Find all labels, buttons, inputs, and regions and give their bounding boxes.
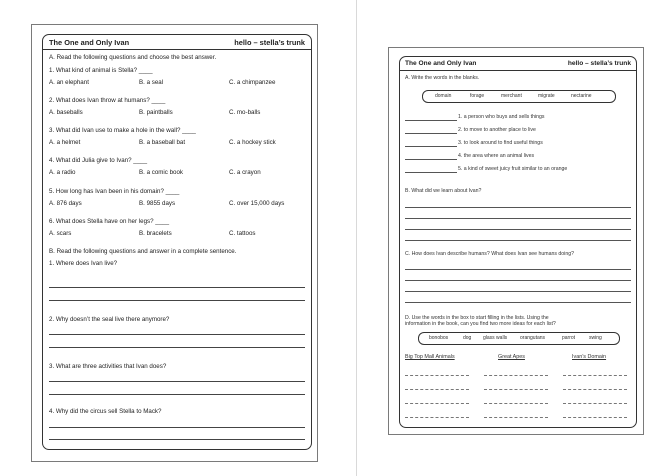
answer-line[interactable] [49, 381, 305, 382]
open-question: 3. What are three activities that Ivan does? [49, 363, 167, 370]
worksheet-title: The One and Only Ivan [49, 38, 130, 47]
definition: 2. to move to another place to live [458, 127, 536, 133]
open-question: 4. Why did the circus sell Stella to Mack? [49, 408, 162, 415]
word-box-item: dog [463, 335, 472, 341]
mc-question: 2. What does Ivan throw at humans? ____ [49, 97, 166, 104]
mc-option[interactable]: C. tattoos [229, 230, 256, 237]
header-right [405, 60, 631, 70]
definition: 5. a kind of sweet juicy fruit similar to an orange [458, 166, 568, 172]
answer-line[interactable] [405, 218, 631, 219]
list-column-header: Great Apes [498, 354, 525, 360]
answer-line[interactable] [405, 269, 631, 270]
list-column-header: Ivan’s Domain [572, 354, 607, 360]
answer-line[interactable] [49, 287, 305, 288]
answer-line[interactable] [405, 291, 631, 292]
section-a-instructions: A. Write the words in the blanks. [405, 75, 480, 81]
fill-blank[interactable] [405, 146, 457, 147]
mc-option[interactable]: C. a chimpanzee [229, 79, 276, 86]
fill-blank[interactable] [405, 120, 457, 121]
worksheet-frame-left [42, 34, 312, 450]
answer-line[interactable] [405, 229, 631, 230]
answer-line[interactable] [49, 347, 305, 348]
header-left [49, 38, 305, 48]
list-blank[interactable] [405, 403, 469, 404]
word-bank-item: forage [470, 93, 485, 99]
list-blank[interactable] [405, 375, 469, 376]
word-bank-item: merchant [501, 93, 522, 99]
section-d-instructions: D. Use the words in the box to start filling in the lists. Using the [405, 315, 549, 321]
list-blank[interactable] [484, 403, 548, 404]
list-blank[interactable] [484, 375, 548, 376]
mc-question: 5. How long has Ivan been in his domain? ____ [49, 188, 180, 195]
word-bank-item: migrate [538, 93, 555, 99]
answer-line[interactable] [49, 394, 305, 395]
page-divider [356, 0, 357, 476]
mc-option[interactable]: A. 876 days [49, 200, 82, 207]
header-rule [43, 49, 311, 50]
mc-option[interactable]: B. a seal [139, 79, 164, 86]
worksheet-subtitle: hello – stella’s trunk [567, 60, 631, 67]
list-blank[interactable] [405, 417, 469, 418]
section-c-instructions: C. How does Ivan describe humans? What does Ivan see humans doing? [405, 251, 574, 257]
mc-question: 4. What did Julia give to Ivan? ____ [49, 157, 148, 164]
word-bank-item: domain [435, 93, 452, 99]
answer-line[interactable] [405, 207, 631, 208]
fill-blank[interactable] [405, 172, 457, 173]
mc-option[interactable]: C. over 15,000 days [229, 200, 285, 207]
list-column-header: Big Top Mall Animals [405, 354, 455, 360]
mc-option[interactable]: A. an elephant [49, 79, 89, 86]
mc-option[interactable]: B. a comic book [139, 169, 184, 176]
word-bank [422, 90, 616, 103]
mc-option[interactable]: A. a helmet [49, 139, 81, 146]
mc-option[interactable]: B. 9855 days [139, 200, 176, 207]
list-blank[interactable] [563, 417, 627, 418]
fill-blank[interactable] [405, 133, 457, 134]
section-b-instructions: B. Read the following questions and answer in a complete sentence. [49, 248, 237, 255]
list-blank[interactable] [563, 403, 627, 404]
list-blank[interactable] [563, 389, 627, 390]
word-box-item: glass walls [483, 335, 508, 341]
definition: 4. the area where an animal lives [458, 153, 535, 159]
list-blank[interactable] [563, 375, 627, 376]
mc-question: 3. What did Ivan use to make a hole in the wall? ____ [49, 127, 196, 134]
list-blank[interactable] [484, 389, 548, 390]
mc-option[interactable]: A. baseballs [49, 109, 83, 116]
mc-option[interactable]: A. scars [49, 230, 72, 237]
worksheet-page-right [388, 47, 644, 435]
section-b-instructions: B. What did we learn about Ivan? [405, 188, 482, 194]
list-blank[interactable] [484, 417, 548, 418]
mc-question: 1. What kind of animal is Stella? ____ [49, 67, 153, 74]
list-blank[interactable] [405, 389, 469, 390]
answer-line[interactable] [49, 300, 305, 301]
mc-option[interactable]: B. bracelets [139, 230, 172, 237]
definition: 1. a person who buys and sells things [458, 114, 545, 120]
header-rule [400, 70, 636, 71]
word-box-item: orangutans [520, 335, 546, 341]
mc-option[interactable]: B. a baseball bat [139, 139, 186, 146]
mc-option[interactable]: C. a hockey stick [229, 139, 276, 146]
word-box-item: parrot [562, 335, 576, 341]
answer-line[interactable] [405, 280, 631, 281]
word-box-item: bonobos [429, 335, 449, 341]
answer-line[interactable] [405, 302, 631, 303]
worksheet-title: The One and Only Ivan [405, 60, 477, 67]
worksheet-subtitle: hello – stella’s trunk [234, 38, 305, 47]
word-bank-item: nectarine [571, 93, 592, 99]
definition: 3. to look around to find useful things [458, 140, 543, 146]
open-question: 2. Why doesn’t the seal live there anymore? [49, 316, 170, 323]
worksheet-frame-right [399, 56, 637, 428]
mc-option[interactable]: A. a radio [49, 169, 76, 176]
section-a-instructions: A. Read the following questions and choose the best answer. [49, 54, 217, 61]
word-box-item: swing [589, 335, 602, 341]
answer-line[interactable] [49, 334, 305, 335]
answer-line[interactable] [49, 427, 305, 428]
fill-blank[interactable] [405, 159, 457, 160]
open-question: 1. Where does Ivan live? [49, 260, 118, 267]
mc-option[interactable]: C. mo-balls [229, 109, 261, 116]
mc-question: 6. What does Stella have on her legs? ____ [49, 218, 170, 225]
section-d-instructions: information in the book, can you find two more ideas for each list? [405, 321, 556, 327]
word-box-lists [418, 332, 620, 345]
answer-line[interactable] [49, 439, 305, 440]
answer-line[interactable] [405, 240, 631, 241]
mc-option[interactable]: C. a crayon [229, 169, 261, 176]
worksheet-page-left [31, 24, 318, 462]
mc-option[interactable]: B. paintballs [139, 109, 173, 116]
